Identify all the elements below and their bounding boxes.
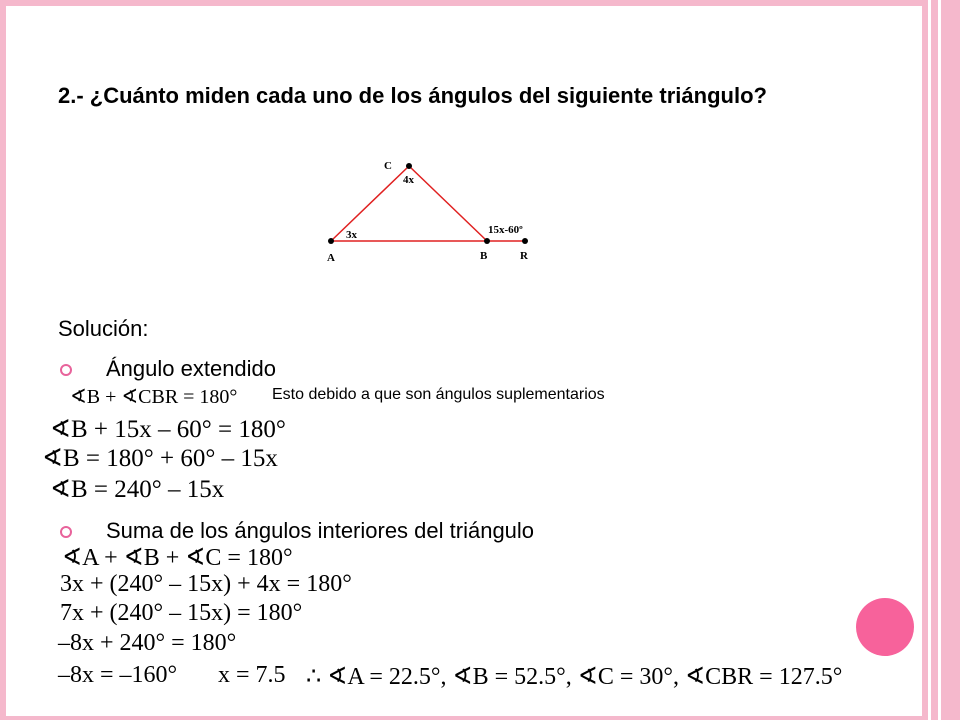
equation-step-1: ∢B + 15x – 60° = 180°: [50, 416, 286, 443]
equation-extended: ∢B + ∢CBR = 180°: [70, 386, 238, 408]
equation-sum-3: 7x + (240° – 15x) = 180°: [60, 600, 303, 626]
equation-step-3: ∢B = 240° – 15x: [50, 476, 225, 503]
equation-sum-1: ∢A + ∢B + ∢C = 180°: [62, 545, 293, 571]
triangle-side-ac: [331, 166, 409, 241]
equation-sum-2: 3x + (240° – 15x) + 4x = 180°: [60, 571, 352, 597]
equation-final-result: ∴ ∢A = 22.5°, ∢B = 52.5°, ∢C = 30°, ∢CBR = 127.5°: [306, 664, 843, 690]
solution-label: Solución:: [58, 316, 149, 341]
label-angle-b-ext: 15x-60º: [488, 224, 523, 236]
point-r: [522, 238, 528, 244]
bullet-sum-text: Suma de los ángulos interiores del triángulo: [106, 518, 535, 543]
left-border: [0, 0, 6, 720]
point-b: [484, 238, 490, 244]
equation-final-x: x = 7.5: [218, 662, 286, 688]
problem-title: 2.- ¿Cuánto miden cada uno de los ángulos del siguiente triángulo?: [58, 83, 767, 108]
note-supplementary: Esto debido a que son ángulos suplementarios: [272, 386, 605, 403]
label-angle-a: 3x: [346, 229, 357, 241]
bottom-border: [0, 716, 922, 720]
point-c: [406, 163, 412, 169]
top-border: [0, 0, 922, 6]
label-angle-c: 4x: [403, 174, 414, 186]
point-a: [328, 238, 334, 244]
triangle-side-cb: [409, 166, 487, 241]
equation-sum-4: –8x + 240° = 180°: [58, 630, 237, 656]
equation-step-2: ∢B = 180° + 60° – 15x: [42, 445, 278, 472]
bullet-extended-text: Ángulo extendido: [106, 356, 277, 381]
label-c: C: [384, 160, 392, 172]
bullet-dot-icon: [60, 364, 72, 376]
equation-final-left: –8x = –160°: [58, 662, 178, 688]
decorative-circle: [856, 598, 914, 656]
label-r: R: [520, 250, 528, 262]
label-b: B: [480, 250, 488, 262]
triangle-figure: [316, 152, 546, 270]
bullet-dot-icon: [60, 526, 72, 538]
label-a: A: [327, 252, 335, 264]
